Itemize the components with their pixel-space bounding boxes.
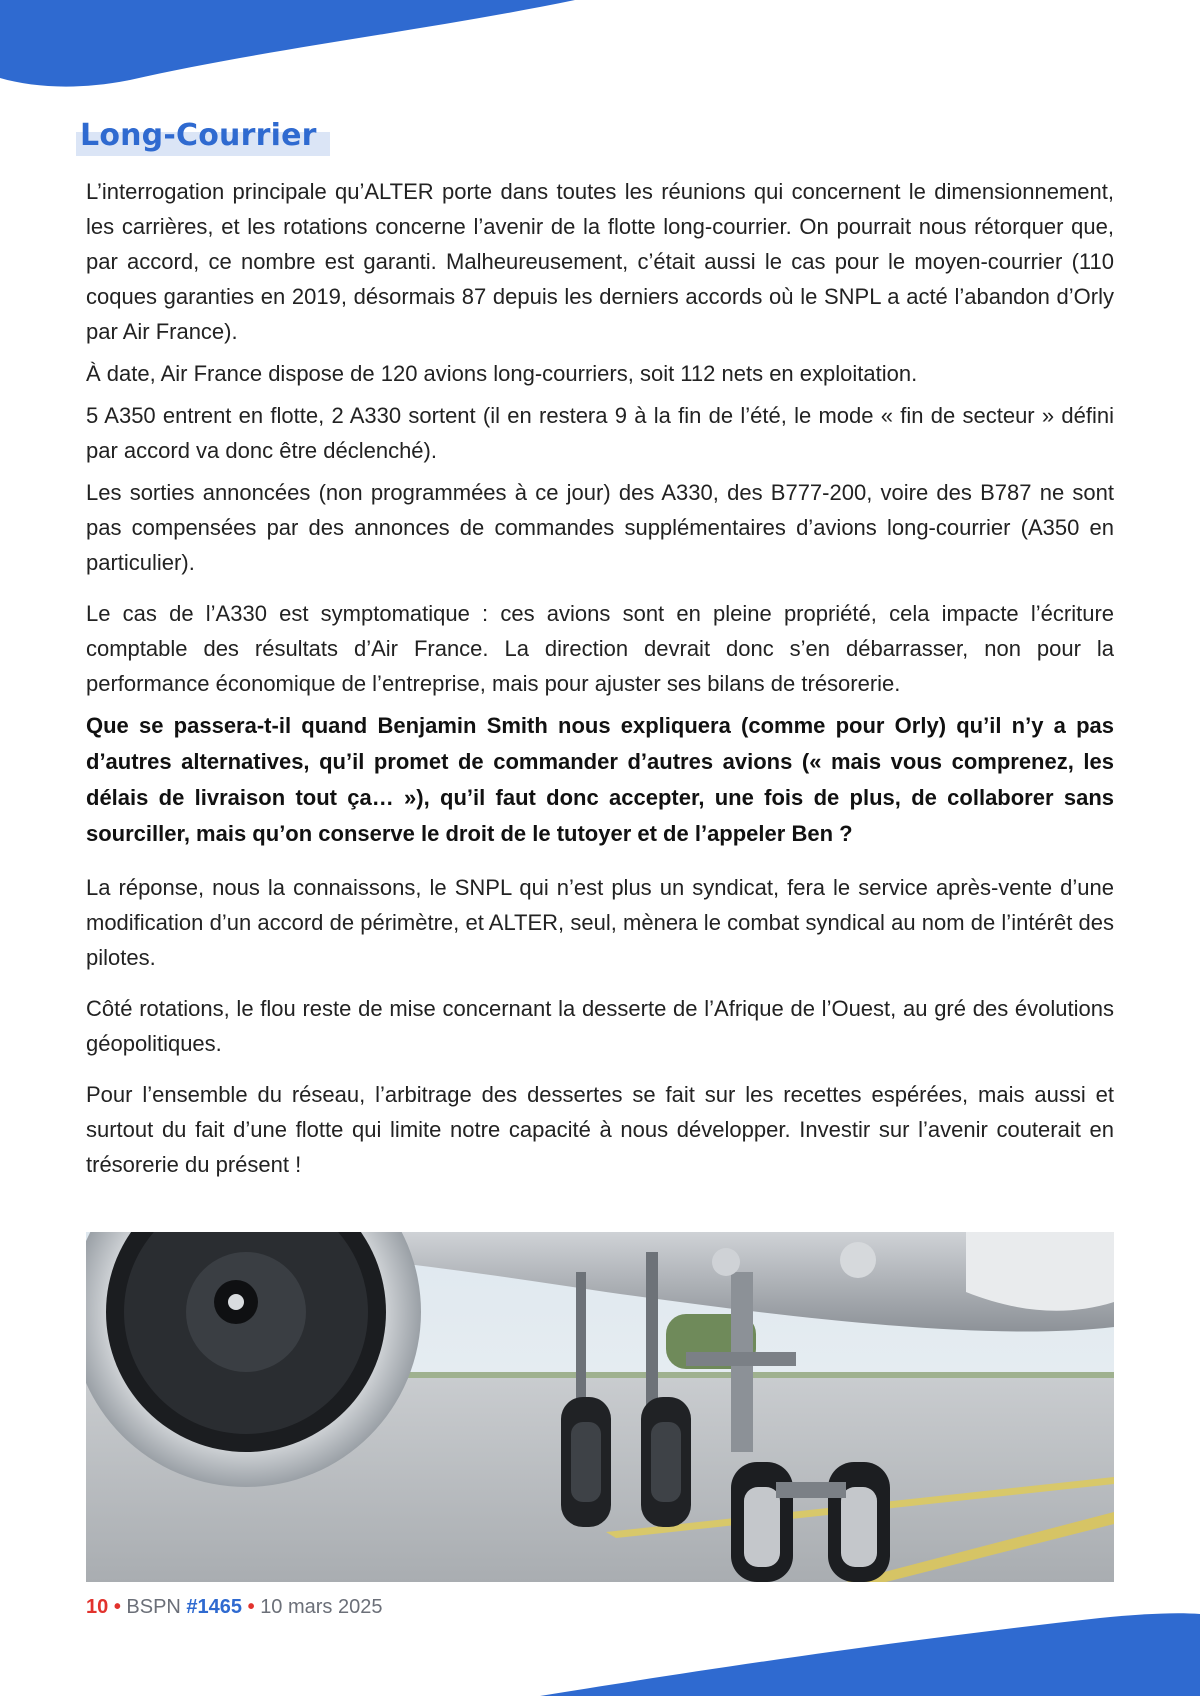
page-title: Long-Courrier (80, 118, 317, 153)
footer-separator: • (247, 1596, 255, 1618)
paragraph: Les sorties annoncées (non programmées à ce jour) des A330, des B777-200, voire des B787 ne sont pas compensées par des annonces de commandes supplémentaires d’avions long-courrier (A350 en particulier). (86, 480, 1114, 575)
top-wave-decoration (0, 0, 600, 100)
footer-separator: • (113, 1596, 121, 1618)
publication-name: BSPN (126, 1596, 181, 1618)
section-heading (80, 118, 317, 153)
bottom-wave-decoration (540, 1600, 1200, 1696)
aircraft-landing-gear-photo (86, 1232, 1114, 1582)
paragraph: Pour l’ensemble du réseau, l’arbitrage des dessertes se fait sur les recettes espérées, mais aussi et surtout du fait d’une flotte qui limite notre capacité à nous développer. Investir sur l’avenir couterait en trésorerie du présent ! (86, 1082, 1114, 1177)
paragraph: À date, Air France dispose de 120 avions long-courriers, soit 112 nets en exploitation. (86, 361, 918, 386)
page-footer (86, 1596, 382, 1619)
issue-number: #1465 (186, 1596, 243, 1618)
article-body (86, 174, 1114, 1189)
page-number: 10 (86, 1596, 109, 1618)
publication-date: 10 mars 2025 (260, 1596, 383, 1618)
bold-paragraph: Que se passera-t-il quand Benjamin Smith nous expliquera (comme pour Orly) qu’il n’y a pas d’autres alternatives, qu’il promet de commander d’autres avions (« mais vous comprenez, les délais de livraison tout ça… »), qu’il faut donc accepter, une fois de plus, de collaborer sans sourciller, mais qu’on conserve le droit de le tutoyer et de l’appeler Ben ? (86, 713, 1114, 846)
paragraph: Côté rotations, le flou reste de mise concernant la desserte de l’Afrique de l’Ouest, au gré des évolutions géopolitiques. (86, 996, 1114, 1056)
paragraph: 5 A350 entrent en flotte, 2 A330 sortent (il en restera 9 à la fin de l’été, le mode « fin de secteur » défini par accord va donc être déclenché). (86, 403, 1114, 463)
paragraph: La réponse, nous la connaissons, le SNPL qui n’est plus un syndicat, fera le service après-vente d’une modification d’un accord de périmètre, et ALTER, seul, mènera le combat syndical au nom de l’intérêt des pilotes. (86, 875, 1114, 970)
paragraph: Le cas de l’A330 est symptomatique : ces avions sont en pleine propriété, cela impacte l’écriture comptable des résultats d’Air France. La direction devrait donc s’en débarrasser, non pour la performance économique de l’entreprise, mais pour ajuster ses bilans de trésorerie. (86, 601, 1114, 696)
paragraph: L’interrogation principale qu’ALTER porte dans toutes les réunions qui concernent le dimensionnement, les carrières, et les rotations concerne l’avenir de la flotte long-courrier. On pourrait nous rétorquer que, par accord, ce nombre est garanti. Malheureusement, c’était aussi le cas pour le moyen-courrier (110 coques garanties en 2019, désormais 87 depuis les derniers accords où le SNPL a acté l’abandon d’Orly par Air France). (86, 179, 1114, 344)
